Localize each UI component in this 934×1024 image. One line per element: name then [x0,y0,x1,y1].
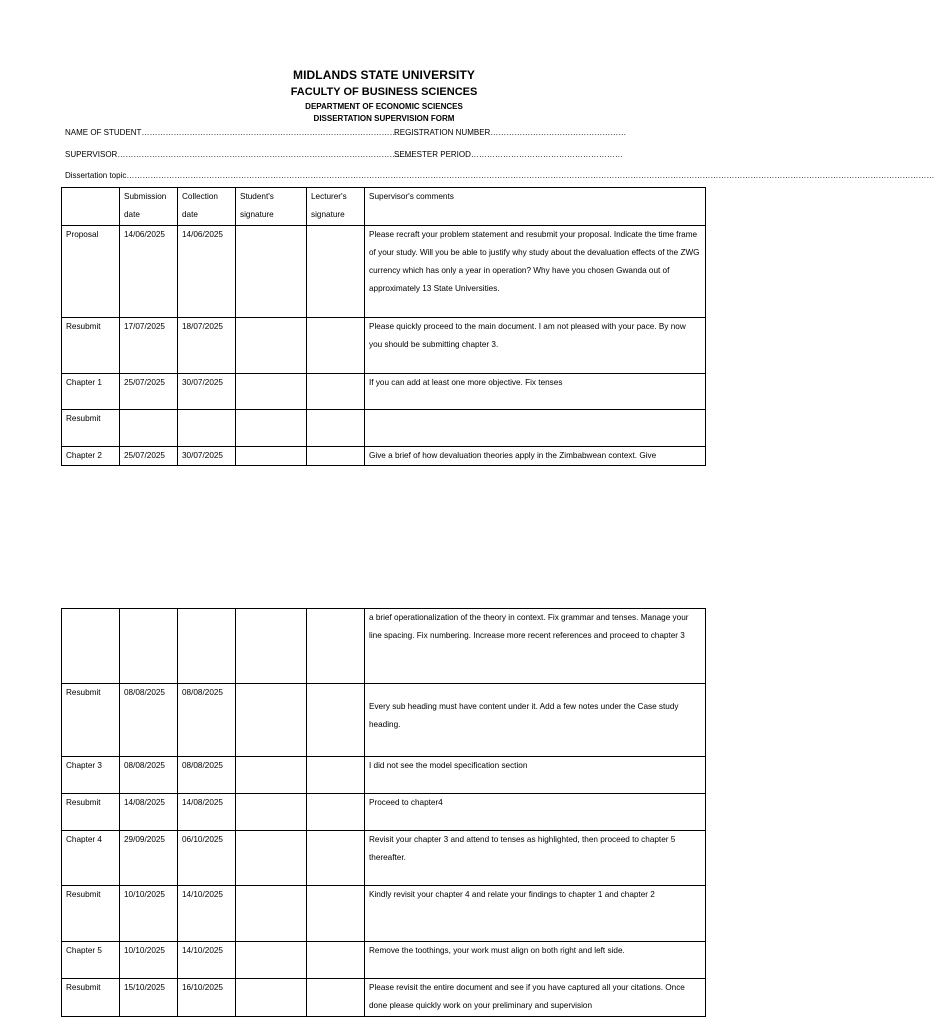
dissertation-topic-field: Dissertation topic…………………………………………………………………………………………………………………………………………………………………………………………………………………………………………………………………………… [65,171,934,180]
collection-date-cell: 14/10/2025 [178,942,236,979]
comment-cell: Revisit your chapter 3 and attend to tenses as highlighted, then proceed to chapter 5 thereafter. [365,831,706,886]
lecturer-signature-cell [307,226,365,318]
stage-cell: Chapter 4 [62,831,120,886]
stage-cell: Resubmit [62,979,120,1017]
header-stage [62,188,120,226]
submission-date-cell: 08/08/2025 [120,684,178,757]
university-title: MIDLANDS STATE UNIVERSITY [292,68,476,82]
student-signature-cell [236,447,307,466]
table-row [62,226,706,318]
collection-date-cell: 14/06/2025 [178,226,236,318]
stage-cell: Resubmit [62,794,120,831]
header-submission-date: Submission date [120,188,178,226]
submission-date-cell: 08/08/2025 [120,757,178,794]
collection-date-cell [178,410,236,447]
stage-cell: Chapter 1 [62,374,120,410]
comment-cell: Please revisit the entire document and see if you have captured all your citations. Once done please quickly work on your preliminary and supervision [365,979,706,1017]
table-row [62,979,706,1017]
header-supervisor-comments: Supervisor's comments [365,188,706,226]
lecturer-signature-cell [307,886,365,942]
student-signature-cell [236,942,307,979]
supervision-table-page2 [61,608,706,1017]
submission-date-cell: 17/07/2025 [120,318,178,374]
table-row [62,794,706,831]
comment-cell: Please recraft your problem statement and resubmit your proposal. Indicate the time frame of your study. Will you be able to justify why study about the devaluation effects of the ZWG currency which has only a year in operation? Why have you chosen Gwanda out of approximately 13 State Universities. [365,226,706,318]
student-signature-cell [236,979,307,1017]
stage-cell: Chapter 5 [62,942,120,979]
stage-cell: Chapter 2 [62,447,120,466]
collection-date-cell: 30/07/2025 [178,447,236,466]
student-signature-cell [236,410,307,447]
table-row [62,609,706,684]
lecturer-signature-cell [307,318,365,374]
table-row [62,886,706,942]
submission-date-cell: 29/09/2025 [120,831,178,886]
comment-cell: If you can add at least one more objective. Fix tenses [365,374,706,410]
comment-cell [365,410,706,447]
lecturer-signature-cell [307,757,365,794]
lecturer-signature-cell [307,979,365,1017]
stage-cell: Chapter 3 [62,757,120,794]
collection-date-cell: 30/07/2025 [178,374,236,410]
student-signature-cell [236,886,307,942]
table-header-row [62,188,706,226]
lecturer-signature-cell [307,831,365,886]
student-signature-cell [236,318,307,374]
collection-date-cell: 18/07/2025 [178,318,236,374]
submission-date-cell: 15/10/2025 [120,979,178,1017]
student-signature-cell [236,831,307,886]
comment-cell: Kindly revisit your chapter 4 and relate your findings to chapter 1 and chapter 2 [365,886,706,942]
table-row [62,684,706,757]
table-row [62,374,706,410]
student-signature-cell [236,374,307,410]
submission-date-cell: 10/10/2025 [120,886,178,942]
lecturer-signature-cell [307,609,365,684]
student-signature-cell [236,794,307,831]
comment-text: Every sub heading must have content under it. Add a few notes under the Case study heading. [369,702,679,729]
stage-cell: Resubmit [62,886,120,942]
collection-date-cell: 08/08/2025 [178,684,236,757]
lecturer-signature-cell [307,374,365,410]
lecturer-signature-cell [307,942,365,979]
header-collection-date: Collection date [178,188,236,226]
semester-period-field: SEMESTER PERIOD………………………………………………… [394,150,623,159]
form-title: DISSERTATION SUPERVISION FORM [313,114,455,123]
comment-cell: Give a brief of how devaluation theories apply in the Zimbabwean context. Give [365,447,706,466]
submission-date-cell: 25/07/2025 [120,374,178,410]
lecturer-signature-cell [307,684,365,757]
comment-cell: I did not see the model specification section [365,757,706,794]
comment-cell: Remove the toothings, your work must align on both right and left side. [365,942,706,979]
table-row [62,831,706,886]
table-row [62,410,706,447]
name-of-student-field: NAME OF STUDENT…………………………………………………………………………………………… [65,128,422,137]
registration-number-field: REGISTRATION NUMBER…………………………………………… [394,128,627,137]
collection-date-cell: 16/10/2025 [178,979,236,1017]
header-lecturer-signature: Lecturer's signature [307,188,365,226]
department-title: DEPARTMENT OF ECONOMIC SCIENCES [305,102,463,111]
comment-cell: Proceed to chapter4 [365,794,706,831]
table-row [62,447,706,466]
supervision-table-page1 [61,187,706,466]
stage-cell: Proposal [62,226,120,318]
faculty-title: FACULTY OF BUSINESS SCIENCES [290,86,478,98]
submission-date-cell: 14/06/2025 [120,226,178,318]
collection-date-cell: 14/08/2025 [178,794,236,831]
student-signature-cell [236,226,307,318]
table-row [62,942,706,979]
lecturer-signature-cell [307,447,365,466]
submission-date-cell [120,410,178,447]
student-signature-cell [236,684,307,757]
table-row [62,757,706,794]
stage-cell: Resubmit [62,410,120,447]
stage-cell [62,609,120,684]
stage-cell: Resubmit [62,684,120,757]
comment-cell: Please quickly proceed to the main document. I am not pleased with your pace. By now you should be submitting chapter 3. [365,318,706,374]
stage-cell: Resubmit [62,318,120,374]
header-student-signature: Student's signature [236,188,307,226]
student-signature-cell [236,609,307,684]
submission-date-cell: 10/10/2025 [120,942,178,979]
lecturer-signature-cell [307,794,365,831]
comment-cell [365,684,706,757]
supervisor-field: SUPERVISOR………………………………………………………………………………………………… [65,150,414,159]
lecturer-signature-cell [307,410,365,447]
comment-cell: a brief operationalization of the theory in context. Fix grammar and tenses. Manage your line spacing. Fix numbering. Increase more recent references and proceed to chapter 3 [365,609,706,684]
collection-date-cell: 08/08/2025 [178,757,236,794]
submission-date-cell: 14/08/2025 [120,794,178,831]
student-signature-cell [236,757,307,794]
submission-date-cell: 25/07/2025 [120,447,178,466]
collection-date-cell [178,609,236,684]
collection-date-cell: 14/10/2025 [178,886,236,942]
collection-date-cell: 06/10/2025 [178,831,236,886]
table-row [62,318,706,374]
submission-date-cell [120,609,178,684]
